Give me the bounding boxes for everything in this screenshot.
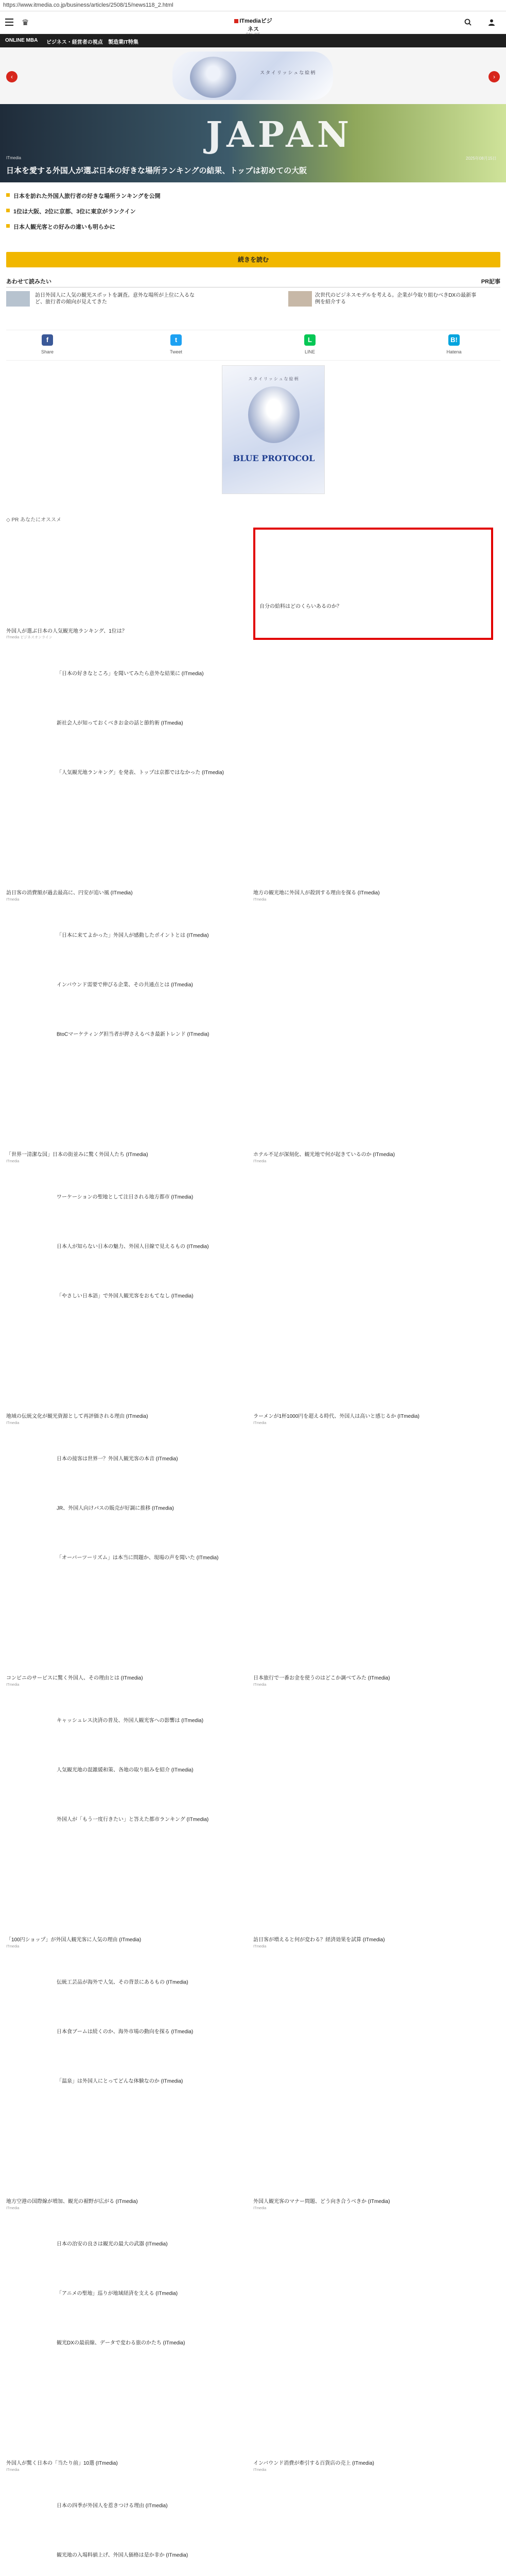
recommend-source: ITmedia bbox=[253, 1683, 267, 1687]
facebook-icon: f bbox=[42, 334, 53, 346]
recommend-source: ITmedia bbox=[253, 2207, 267, 2210]
line-icon: L bbox=[304, 334, 316, 346]
related-row bbox=[6, 290, 500, 309]
recommend-row[interactable] bbox=[0, 1959, 506, 2004]
recommend-title[interactable]: 外国人が「もう一度行きたい」と答えた都市ランキング (ITmedia) bbox=[57, 1817, 209, 1823]
recommend-row[interactable] bbox=[0, 2270, 506, 2315]
recommend-title[interactable]: 人気観光地の混雑緩和策、各地の取り組みを紹介 (ITmedia) bbox=[57, 1767, 194, 1773]
recommend-card[interactable] bbox=[253, 1584, 493, 1687]
summary-item: 日本を訪れた外国人旅行者の好きな場所ランキングを公開 bbox=[6, 192, 500, 200]
recommend-row[interactable] bbox=[0, 1435, 506, 1481]
menu-icon[interactable] bbox=[5, 19, 13, 26]
recommend-title[interactable]: 地方空港の国際線が増加、観光の裾野が広がる (ITmedia) bbox=[6, 2199, 138, 2205]
banner-prev-button[interactable]: ‹ bbox=[6, 71, 18, 82]
banner-character-image bbox=[190, 57, 236, 98]
recommend-source: ITmedia bbox=[253, 1160, 267, 1163]
related-heading: あわせて読みたい bbox=[6, 279, 51, 285]
share-label: Tweet bbox=[169, 349, 182, 354]
related-link[interactable]: 訪日外国人に人気の観光スポットを調査。意外な場所が上位に入るなど、旅行者の傾向が見えてきた bbox=[35, 293, 195, 305]
recommend-card[interactable] bbox=[253, 2369, 493, 2472]
recommend-row[interactable] bbox=[0, 1534, 506, 1580]
recommend-title[interactable]: 外国人が驚く日本の「当たり前」10選 (ITmedia) bbox=[6, 2461, 118, 2466]
recommend-title[interactable]: 訪日客の消費額が過去最高に、円安が追い風 (ITmedia) bbox=[6, 890, 133, 896]
hero-date: 2025年08月15日 bbox=[466, 156, 497, 161]
url-bar[interactable]: https://www.itmedia.co.jp/business/articles/2508/15/news118_2.html bbox=[0, 0, 506, 11]
nav-bar bbox=[0, 34, 506, 47]
ad-character-image bbox=[248, 386, 300, 443]
banner-next-button[interactable]: › bbox=[488, 71, 500, 82]
read-more-button[interactable]: 続きを読む bbox=[6, 252, 500, 267]
ad-banner[interactable] bbox=[222, 365, 325, 494]
recommend-row[interactable] bbox=[0, 2482, 506, 2528]
recommend-title[interactable]: 新社会人が知っておくべきお金の話と節約術 (ITmedia) bbox=[57, 720, 183, 726]
related-thumbnail[interactable] bbox=[288, 291, 312, 307]
recommend-source: ITmedia ビジネスオンライン bbox=[6, 636, 53, 639]
share-label: LINE bbox=[304, 349, 315, 354]
line-share-button[interactable] bbox=[294, 334, 325, 355]
twitter-icon: t bbox=[170, 334, 182, 346]
recommend-source: ITmedia bbox=[6, 898, 20, 902]
recommend-title[interactable]: 「人気観光地ランキング」を発表、トップは京都ではなかった (ITmedia) bbox=[57, 770, 224, 776]
recommend-title[interactable]: ワーケーションの聖地として注目される地方都市 (ITmedia) bbox=[57, 1194, 194, 1200]
summary-item: 1位は大阪、2位に京都、3位に東京がランクイン bbox=[6, 207, 500, 215]
logo-main-text: ITmediaビジネス bbox=[239, 18, 272, 32]
recommend-source: ITmedia bbox=[253, 1421, 267, 1425]
article-summary bbox=[6, 192, 500, 238]
recommend-card[interactable] bbox=[253, 1322, 493, 1425]
highlighted-ad-slot[interactable] bbox=[253, 528, 493, 640]
recommend-card[interactable] bbox=[6, 1845, 246, 1948]
recommend-label: ◇ PR あなたにオススメ bbox=[6, 517, 62, 523]
highlighted-ad-title[interactable]: 自分の給料はどのくらいあるのか？ bbox=[259, 604, 342, 609]
share-bar bbox=[6, 330, 500, 361]
recommend-title[interactable]: 日本旅行で一番お金を使うのはどこか調べてみた (ITmedia) bbox=[253, 1675, 390, 1681]
recommend-title[interactable]: ホテル不足が深刻化、観光地で何が起きているのか (ITmedia) bbox=[253, 1152, 395, 1158]
site-header bbox=[0, 11, 506, 34]
recommend-source: ITmedia bbox=[6, 2468, 20, 2472]
recommend-row[interactable] bbox=[0, 1273, 506, 1318]
nav-item[interactable]: ビジネス・経営者の視点 bbox=[46, 40, 103, 45]
recommend-card[interactable] bbox=[6, 1060, 246, 1163]
recommend-title[interactable]: BtoCマーケティング担当者が押さえるべき最新トレンド (ITmedia) bbox=[57, 1031, 210, 1038]
recommend-title[interactable]: 日本の治安の良さは観光の最大の武器 (ITmedia) bbox=[57, 2241, 168, 2247]
recommend-source: ITmedia bbox=[6, 1683, 20, 1687]
recommend-title[interactable]: インバウンド消費が牽引する百貨店の売上 (ITmedia) bbox=[253, 2461, 374, 2466]
top-banner bbox=[0, 47, 506, 104]
recommend-row[interactable] bbox=[0, 1223, 506, 1268]
recommend-card[interactable] bbox=[253, 2107, 493, 2210]
recommend-row[interactable] bbox=[0, 2319, 506, 2365]
recommend-title[interactable]: 「日本に来てよかった」外国人が感動したポイントとは (ITmedia) bbox=[57, 933, 209, 939]
recommend-row[interactable] bbox=[0, 1796, 506, 1841]
recommend-title[interactable]: キャッシュレス決済の普及、外国人観光客への影響は (ITmedia) bbox=[57, 1718, 204, 1724]
recommend-source: ITmedia bbox=[6, 2207, 20, 2210]
recommend-source: ITmedia bbox=[253, 1945, 267, 1948]
recommend-row[interactable] bbox=[0, 1747, 506, 1792]
ad-subtitle: スタイリッシュな絵柄 bbox=[248, 377, 300, 381]
recommend-source: ITmedia bbox=[6, 1160, 20, 1163]
recommend-title[interactable]: 「世界一清潔な国」日本の街並みに驚く外国人たち (ITmedia) bbox=[6, 1152, 148, 1158]
recommend-card[interactable] bbox=[6, 528, 246, 640]
recommend-title[interactable]: インバウンド需要で伸びる企業、その共通点とは (ITmedia) bbox=[57, 982, 193, 988]
hero-image-word: JAPAN bbox=[206, 114, 354, 156]
recommend-row[interactable] bbox=[0, 1697, 506, 1742]
recommend-row[interactable] bbox=[0, 2008, 506, 2054]
recommend-title[interactable]: 日本の四季が外国人を惹きつける理由 (ITmedia) bbox=[57, 2503, 168, 2509]
recommend-title[interactable]: 「やさしい日本語」で外国人観光客をおもてなし (ITmedia) bbox=[57, 1293, 194, 1299]
recommend-title[interactable]: 「アニメの聖地」巡りが地域経済を支える (ITmedia) bbox=[57, 2291, 178, 2297]
facebook-share-button[interactable] bbox=[32, 334, 63, 355]
recommend-row[interactable] bbox=[0, 650, 506, 696]
article-title: 日本を愛する外国人が選ぶ日本の好きな場所ランキングの結果、トップは初めての大阪 bbox=[6, 166, 307, 175]
recommend-source: ITmedia bbox=[253, 898, 267, 902]
recommend-title[interactable]: 外国人観光客のマナー問題、どう向き合うべきか (ITmedia) bbox=[253, 2199, 390, 2205]
recommend-title[interactable]: 伝統工芸品が海外で人気、その背景にあるもの (ITmedia) bbox=[57, 1979, 188, 1986]
recommend-card[interactable] bbox=[253, 799, 493, 902]
recommend-title[interactable]: 日本の接客は世界一？外国人観光客の本音 (ITmedia) bbox=[57, 1456, 178, 1462]
recommend-card[interactable] bbox=[6, 2107, 246, 2210]
recommend-card[interactable] bbox=[253, 1845, 493, 1948]
recommend-source: ITmedia bbox=[253, 2468, 267, 2472]
related-header bbox=[6, 277, 500, 287]
recommend-title[interactable]: 日本食ブームは続くのか、海外市場の動向を探る (ITmedia) bbox=[57, 2029, 194, 2035]
search-icon[interactable] bbox=[464, 19, 472, 26]
recommend-row[interactable] bbox=[0, 961, 506, 1007]
recommend-card[interactable] bbox=[6, 1322, 246, 1425]
recommend-card[interactable] bbox=[6, 2369, 246, 2472]
article-hero bbox=[0, 104, 506, 182]
user-icon[interactable] bbox=[488, 19, 495, 26]
recommend-source: ITmedia bbox=[6, 1421, 20, 1425]
recommend-row[interactable] bbox=[0, 1174, 506, 1219]
related-link[interactable]: 次世代のビジネスモデルを考える。企業が今取り組むべきDXの最新事例を紹介する bbox=[315, 293, 477, 305]
recommend-title[interactable]: ラーメンが1杯1000円を超える時代、外国人は高いと感じるか (ITmedia) bbox=[253, 1414, 420, 1419]
hatena-icon: B! bbox=[448, 334, 460, 346]
recommend-card[interactable] bbox=[253, 1060, 493, 1163]
recommend-row[interactable] bbox=[0, 700, 506, 745]
recommend-row[interactable] bbox=[0, 1485, 506, 1530]
recommend-row[interactable] bbox=[0, 749, 506, 794]
recommend-title[interactable]: 観光DXの最前線、データで変わる旅のかたち (ITmedia) bbox=[57, 2340, 185, 2346]
site-logo[interactable] bbox=[233, 16, 274, 30]
recommend-row[interactable] bbox=[0, 2221, 506, 2266]
hero-category: ITmedia bbox=[6, 156, 21, 160]
recommend-row[interactable] bbox=[0, 2532, 506, 2576]
related-pr-label: PR記事 bbox=[481, 279, 500, 285]
recommend-title[interactable]: 日本人が知らない日本の魅力、外国人目線で見えるもの (ITmedia) bbox=[57, 1244, 209, 1250]
ad-logo: BLUE PROTOCOL bbox=[233, 453, 315, 463]
recommend-title[interactable]: 訪日客が増えると何が変わる？経済効果を試算 (ITmedia) bbox=[253, 1937, 385, 1943]
recommend-source: ITmedia bbox=[6, 1945, 20, 1948]
share-label: Hatena bbox=[446, 349, 462, 354]
recommend-row[interactable] bbox=[0, 912, 506, 957]
recommend-title[interactable]: JR、外国人向けパスの販売が好調に推移 (ITmedia) bbox=[57, 1505, 174, 1512]
nav-item[interactable]: 製造業IT特集 bbox=[108, 40, 138, 45]
logo-mark-icon bbox=[234, 19, 238, 23]
summary-item: 日本人観光客との好みの違いも明らかに bbox=[6, 223, 500, 231]
recommend-row[interactable] bbox=[0, 1011, 506, 1056]
recommend-title[interactable]: 「日本の好きなところ」を聞いてみたら意外な結果に (ITmedia) bbox=[57, 671, 204, 677]
related-thumbnail[interactable] bbox=[6, 291, 30, 307]
hatena-share-button[interactable] bbox=[439, 334, 469, 355]
recommend-title[interactable]: 観光地の入場料値上げ、外国人価格は是か非か (ITmedia) bbox=[57, 2552, 188, 2558]
recommend-card[interactable] bbox=[6, 799, 246, 902]
banner-ad[interactable] bbox=[172, 52, 333, 100]
share-label: Share bbox=[41, 349, 54, 354]
nav-item[interactable]: ONLINE MBA bbox=[5, 38, 38, 43]
banner-text: スタイリッシュな絵柄 bbox=[260, 70, 317, 75]
recommend-title[interactable]: 「100円ショップ」が外国人観光客に人気の理由 (ITmedia) bbox=[6, 1937, 142, 1943]
recommend-row[interactable] bbox=[0, 2058, 506, 2103]
recommend-title[interactable]: 「オーバーツーリズム」は本当に問題か、現場の声を聞いた (ITmedia) bbox=[57, 1555, 219, 1561]
recommend-title[interactable]: 「温泉」は外国人にとってどんな体験なのか (ITmedia) bbox=[57, 2078, 183, 2084]
recommend-title[interactable]: 外国人が選ぶ日本の人気観光地ランキング、1位は？ bbox=[6, 629, 127, 634]
recommend-title[interactable]: 地方の観光地に外国人が殺到する理由を探る (ITmedia) bbox=[253, 890, 380, 896]
recommend-title[interactable]: コンビニのサービスに驚く外国人、その理由とは (ITmedia) bbox=[6, 1675, 143, 1681]
crown-icon[interactable]: ♛ bbox=[22, 19, 29, 27]
recommend-card[interactable] bbox=[6, 1584, 246, 1687]
twitter-share-button[interactable] bbox=[161, 334, 191, 355]
recommend-title[interactable]: 地域の伝統文化が観光資源として再評価される理由 (ITmedia) bbox=[6, 1414, 148, 1419]
